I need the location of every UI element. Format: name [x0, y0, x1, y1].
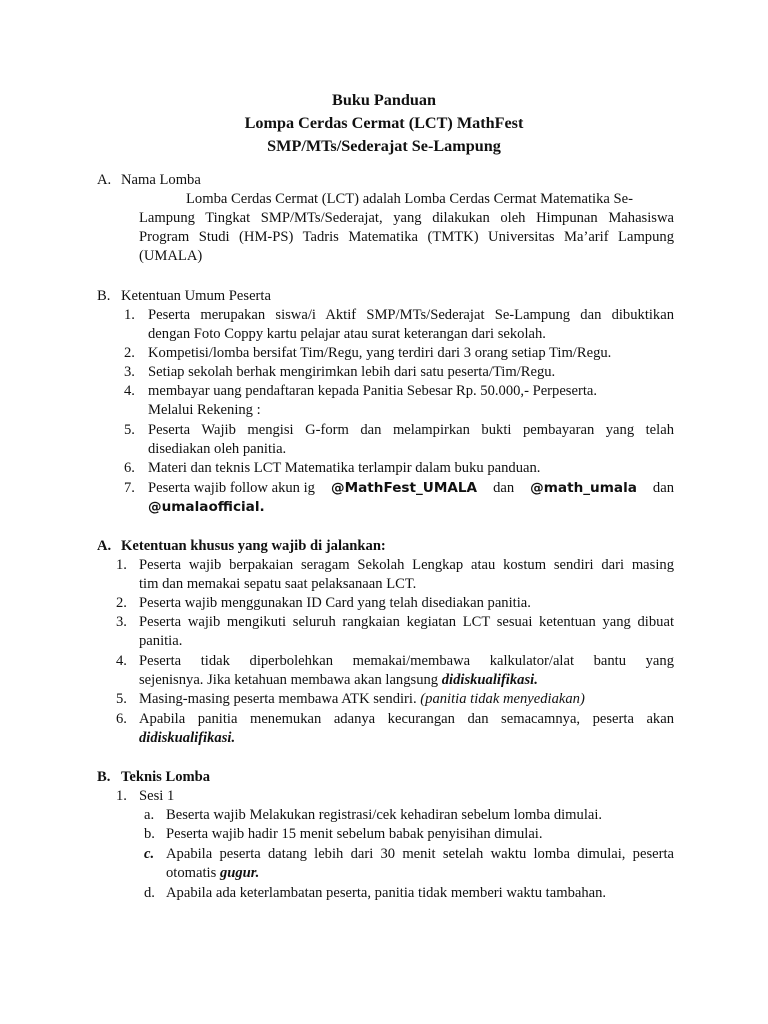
list-number: 6.	[116, 711, 127, 727]
title-line-3: SMP/MTs/Sederajat Se-Lampung	[267, 137, 501, 155]
list-item-line: Apabila panitia menemukan adanya kecurangan dan semacamnya, peserta akan	[139, 711, 674, 727]
document-title	[0, 89, 768, 158]
title-line-2: Lompa Cerdas Cermat (LCT) MathFest	[244, 114, 524, 132]
list-letter: d.	[144, 885, 155, 901]
list-number: 5.	[116, 691, 127, 707]
list-item-line: Apabila ada keterlambatan peserta, panitia tidak memberi waktu tambahan.	[166, 885, 607, 901]
title-line-1: Buku Panduan	[332, 91, 436, 109]
list-number: 4.	[124, 383, 135, 399]
section-heading: Teknis Lomba	[121, 769, 211, 785]
list-item-line: otomatis gugur.	[166, 865, 260, 881]
list-item-line: Peserta tidak diperbolehkan memakai/membawa kalkulator/alat bantu yang	[139, 653, 674, 669]
list-item-line: Kompetisi/lomba bersifat Tim/Regu, yang terdiri dari 3 orang setiap Tim/Regu.	[148, 345, 612, 361]
paragraph-line: Program Studi (HM-PS) Tadris Matematika (TMTK) Universitas Ma’arif Lampung	[139, 229, 674, 245]
list-number: 3.	[116, 614, 127, 630]
list-number: 7.	[124, 480, 135, 496]
list-number: 1.	[124, 307, 135, 323]
paragraph-line: (UMALA)	[139, 248, 203, 264]
list-item-line: panitia.	[139, 633, 183, 649]
list-item-line: Materi dan teknis LCT Matematika terlampir dalam buku panduan.	[148, 460, 541, 476]
list-letter: a.	[144, 807, 155, 823]
list-item-line: Masing-masing peserta membawa ATK sendiri. (panitia tidak menyediakan)	[139, 691, 585, 707]
list-item-line	[148, 498, 265, 517]
section-heading: Ketentuan Umum Peserta	[121, 288, 271, 304]
section-heading: Ketentuan khusus yang wajib di jalankan:	[121, 538, 386, 554]
list-item-line: Peserta wajib hadir 15 menit sebelum babak penyisihan dimulai.	[166, 826, 543, 842]
list-item-line: tim dan memakai sepatu saat pelaksanaan LCT.	[139, 576, 417, 592]
list-item-line: Peserta Wajib mengisi G-form dan melampirkan bukti pembayaran yang telah	[148, 422, 674, 438]
list-item-line: Peserta wajib mengikuti seluruh rangkaian kegiatan LCT sesuai ketentuan yang dibuat	[139, 614, 674, 630]
note-text: (panitia tidak menyediakan)	[420, 691, 585, 707]
section-marker: A.	[97, 538, 112, 554]
instagram-handle: @MathFest_UMALA	[330, 480, 478, 496]
list-item-line: Peserta wajib berpakaian seragam Sekolah Lengkap atau kostum sendiri dari masing	[139, 557, 674, 573]
section-marker: B.	[97, 288, 111, 304]
list-letter: c.	[144, 846, 155, 862]
paragraph-line: Lampung Tingkat SMP/MTs/Sederajat, yang dilakukan oleh Himpunan Mahasiswa	[139, 210, 674, 226]
section-marker: A.	[97, 172, 112, 188]
list-number: 2.	[124, 345, 135, 361]
list-item-line: sejenisnya. Jika ketahuan membawa akan langsung didiskualifikasi.	[139, 672, 538, 688]
list-number: 3.	[124, 364, 135, 380]
list-letter: b.	[144, 826, 155, 842]
emphasis-text: didiskualifikasi.	[139, 730, 236, 746]
list-item-line: Beserta wajib Melakukan registrasi/cek kehadiran sebelum lomba dimulai.	[166, 807, 603, 823]
list-item-line: dengan Foto Coppy kartu pelajar atau surat keterangan dari sekolah.	[148, 326, 546, 342]
section-heading: Nama Lomba	[121, 172, 201, 188]
list-item-line: Peserta wajib menggunakan ID Card yang telah disediakan panitia.	[139, 595, 531, 611]
list-item-line: Setiap sekolah berhak mengirimkan lebih dari satu peserta/Tim/Regu.	[148, 364, 556, 380]
list-item-line: Peserta wajib follow akun ig @MathFest_UMALA dan @math_umala dan	[148, 480, 674, 496]
list-number: 1.	[116, 788, 127, 804]
list-item-line: Melalui Rekening :	[148, 402, 261, 418]
list-item-line: Peserta merupakan siswa/i Aktif SMP/MTs/Sederajat Se-Lampung dan dibuktikan	[148, 307, 674, 323]
instagram-handle: @math_umala	[530, 480, 637, 496]
list-item-line: Apabila peserta datang lebih dari 30 menit setelah waktu lomba dimulai, peserta	[166, 846, 674, 862]
list-number: 6.	[124, 460, 135, 476]
list-number: 4.	[116, 653, 127, 669]
section-marker: B.	[97, 769, 111, 785]
paragraph-line: Lomba Cerdas Cermat (LCT) adalah Lomba Cerdas Cermat Matematika Se-	[186, 191, 633, 207]
list-number: 1.	[116, 557, 127, 573]
emphasis-text: gugur.	[219, 865, 260, 881]
list-item-line: disediakan oleh panitia.	[148, 441, 287, 457]
sub-heading: Sesi 1	[139, 788, 175, 804]
emphasis-text: didiskualifikasi.	[441, 672, 538, 688]
list-number: 2.	[116, 595, 127, 611]
list-item-line	[139, 729, 235, 748]
list-item-line: membayar uang pendaftaran kepada Panitia Sebesar Rp. 50.000,- Perpeserta.	[148, 383, 598, 399]
list-number: 5.	[124, 422, 135, 438]
instagram-handle: @umalaofficial.	[148, 499, 265, 515]
